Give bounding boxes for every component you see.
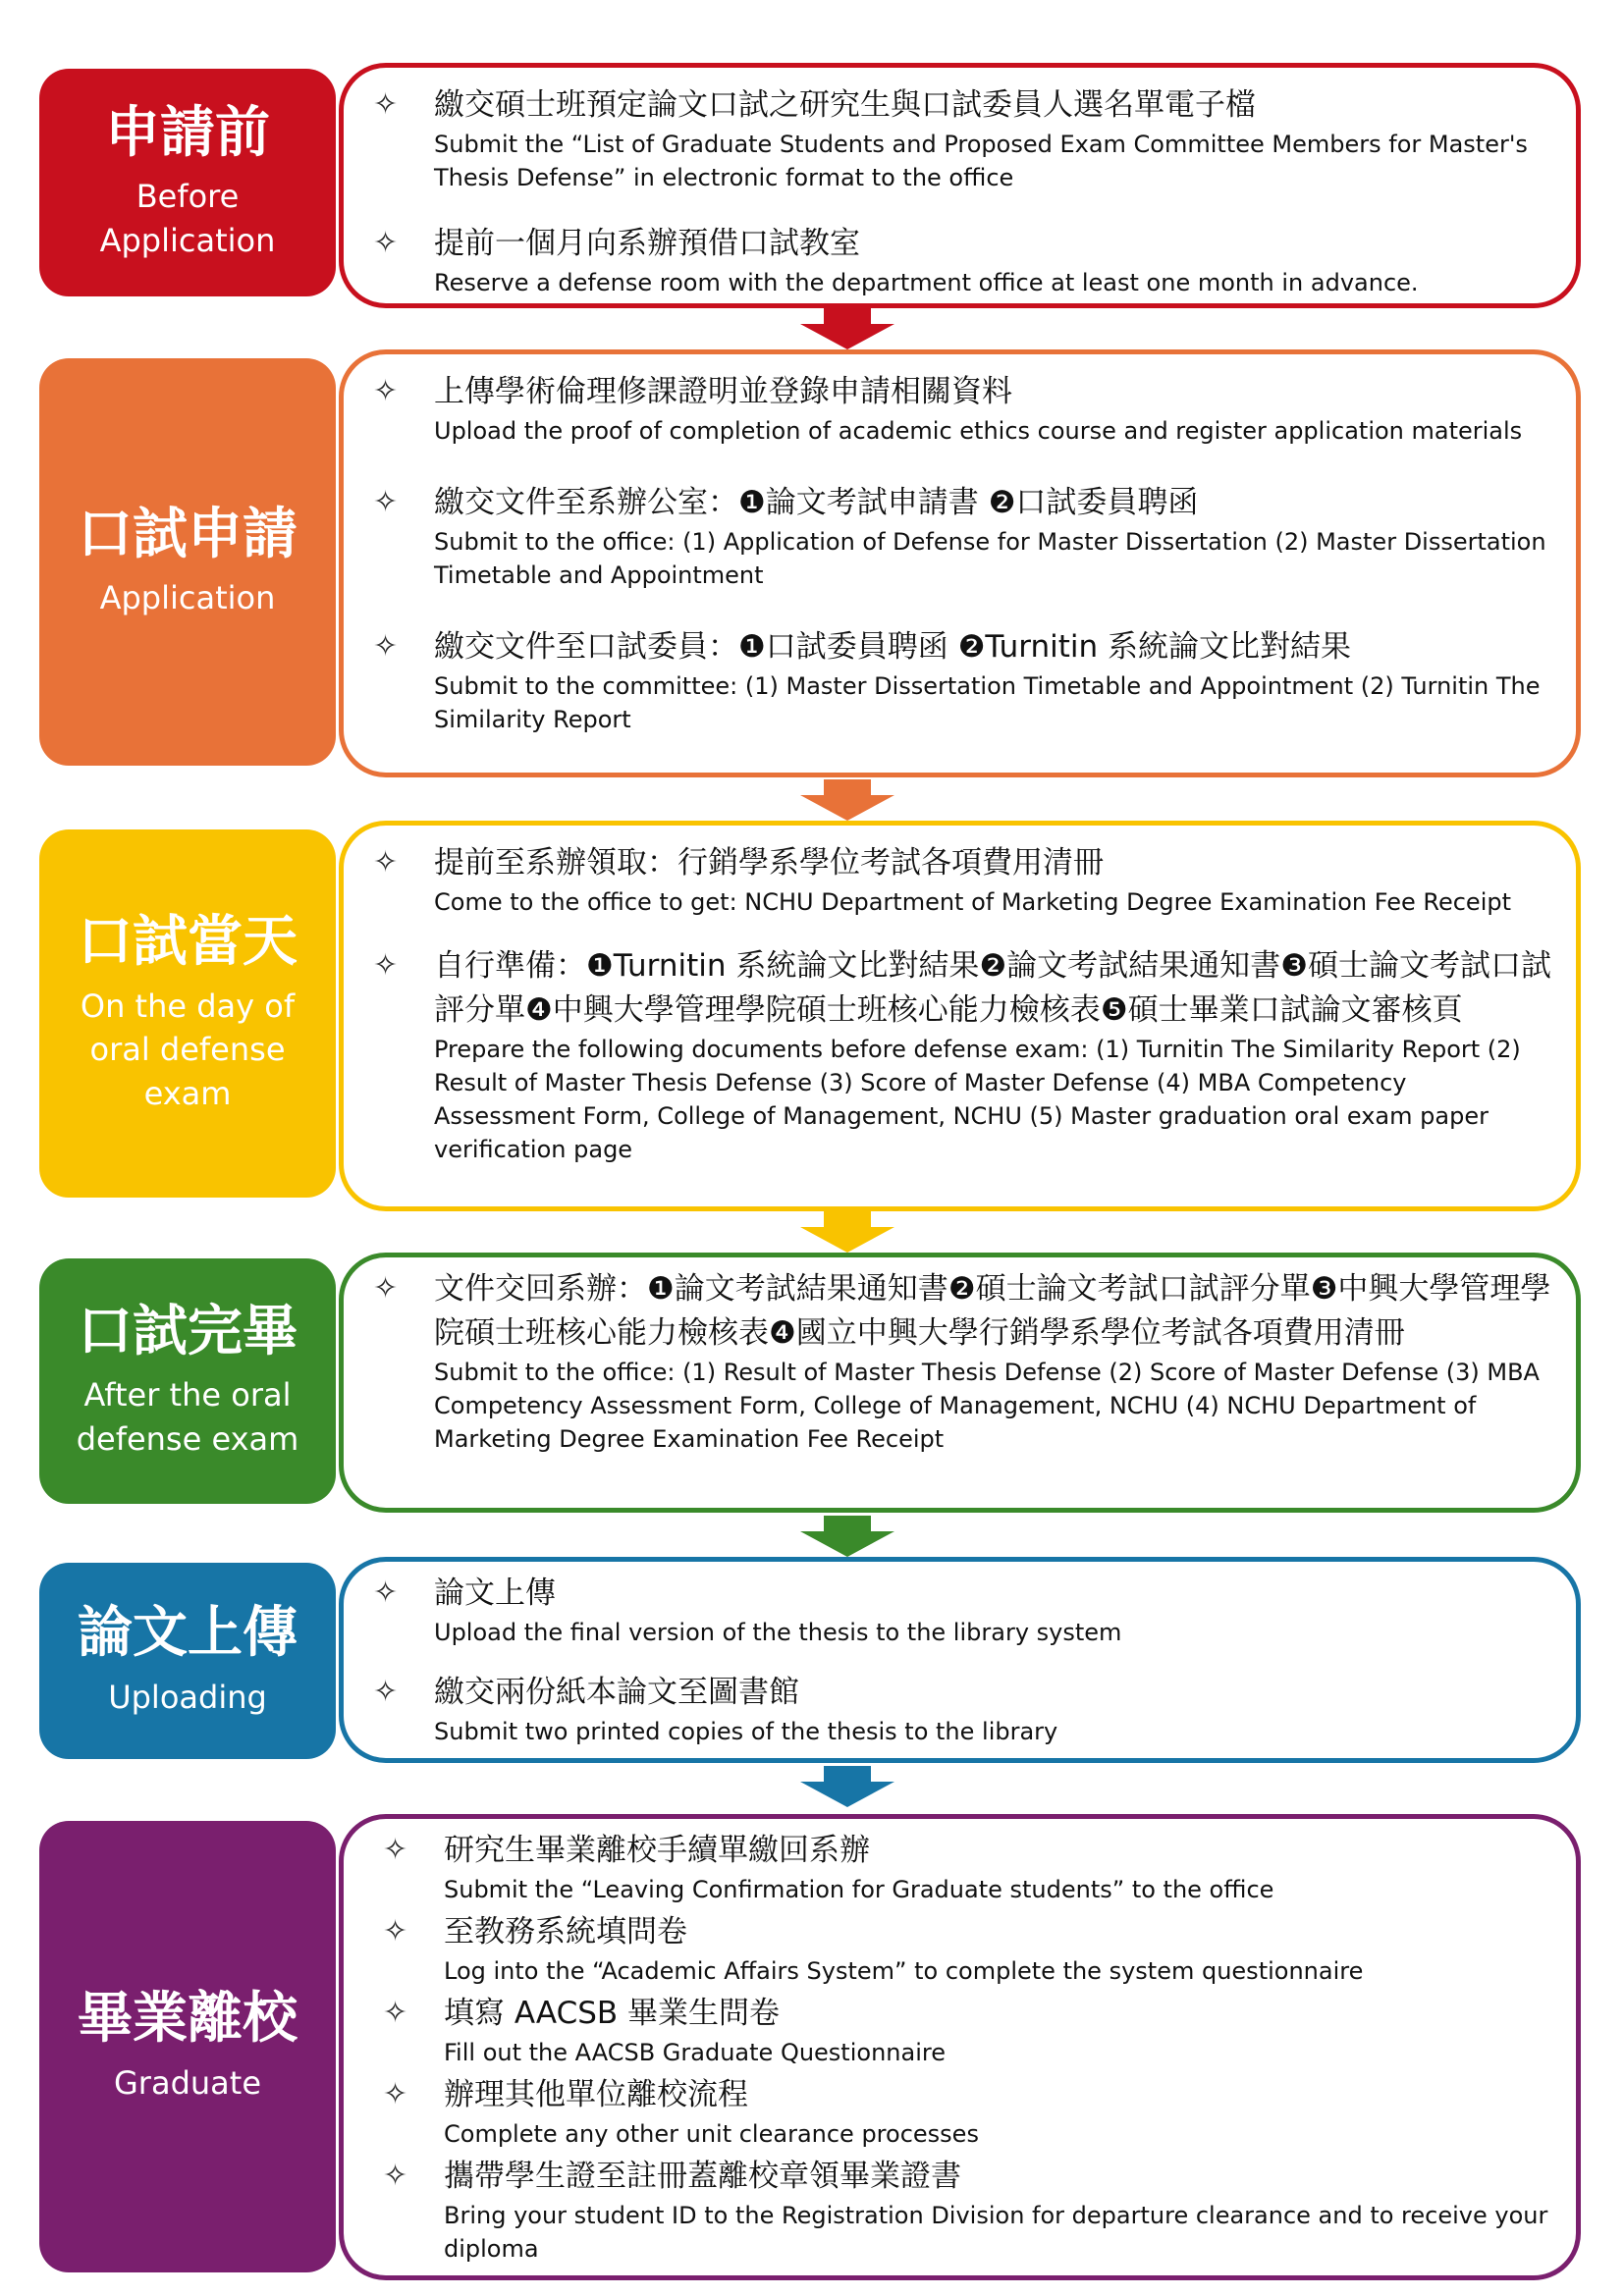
stage-title-zh: 論文上傳 (78, 1601, 298, 1666)
item-text-zh: 繳交文件至系辦公室：❶論文考試申請書 ❷口試委員聘函 (434, 485, 1199, 520)
item-text-zh: 提前至系辦領取：行銷學系學位考試各項費用清冊 (434, 845, 1104, 881)
item-text-en: Submit two printed copies of the thesis to the library (434, 1718, 1058, 1745)
item-text-en: Prepare the following documents before defense exam: (1) Turnitin The Similarity Report (2) Result of Master Thesis Defense (3) Score of Master Defense (4) MBA Competency Assessment Form, College of Management, NCHU (5) Master graduation oral exam paper verification page (434, 1036, 1521, 1163)
stage-label-graduate (39, 1821, 336, 2272)
stage-title-en: Uploading (108, 1678, 267, 1716)
stage-box-after-exam (339, 1253, 1581, 1513)
item-text-zh: 提前一個月向系辦預借口試教室 (434, 226, 860, 261)
item-text-en: Fill out the AACSB Graduate Questionnaire (444, 2039, 946, 2066)
list-item (373, 841, 1552, 919)
four-pointed-star-outline-icon: ✧ (373, 629, 399, 664)
item-text-en: Log into the “Academic Affairs System” to complete the system questionnaire (444, 1957, 1364, 1985)
stage-box-application (339, 349, 1581, 777)
stage-title-en: Before Application (99, 178, 276, 260)
down-arrow-icon (800, 1782, 894, 1807)
stage-box-uploading (339, 1557, 1581, 1763)
stage-title-zh: 口試當天 (78, 910, 298, 975)
item-text-en: Complete any other unit clearance processes (444, 2120, 979, 2148)
item-text-zh: 論文上傳 (434, 1575, 556, 1611)
four-pointed-star-outline-icon: ✧ (373, 87, 399, 122)
item-text-zh: 文件交回系辦：❶論文考試結果通知書❷碩士論文考試口試評分單❸中興大學管理學院碩士班核心能力檢核表❹國立中興大學行銷學系學位考試各項費用清冊 (434, 1271, 1551, 1351)
item-text-zh: 攜帶學生證至註冊蓋離校章領畢業證書 (444, 2159, 961, 2194)
item-text-zh: 自行準備：❶Turnitin 系統論文比對結果❷論文考試結果通知書❸碩士論文考試口試評分單❹中興大學管理學院碩士班核心能力檢核表❺碩士畢業口試論文審核頁 (434, 948, 1551, 1028)
list-item (373, 222, 1552, 299)
stage-title-en: On the day of oral defense exam (80, 987, 296, 1113)
stage-title-en: After the oral defense exam (76, 1376, 299, 1459)
stage-title-zh: 申請前 (105, 101, 270, 165)
stage-title-en: Application (99, 579, 276, 617)
item-text-en: Reserve a defense room with the department office at least one month in advance. (434, 269, 1419, 296)
item-text-en: Submit to the office: (1) Result of Master Thesis Defense (2) Score of Master Defense (3) MBA Competency Assessment Form, College of Management, NCHU (4) NCHU Department of Marketing Degree Examination Fee Receipt (434, 1359, 1540, 1453)
item-text-zh: 研究生畢業離校手續單繳回系辦 (444, 1833, 870, 1868)
item-text-zh: 填寫 AACSB 畢業生問卷 (444, 1996, 781, 2031)
stage-title-zh: 口試申請 (78, 502, 298, 566)
four-pointed-star-outline-icon: ✧ (373, 485, 399, 519)
down-arrow-icon (800, 324, 894, 349)
stage-label-before-application (39, 69, 336, 296)
list-item (373, 1572, 1552, 1649)
stage-label-uploading (39, 1563, 336, 1759)
item-text-en: Submit the “List of Graduate Students and Proposed Exam Committee Members for Master's Thesis Defense” in electronic format to the office (434, 131, 1528, 191)
stage-box-before-application (339, 63, 1581, 308)
four-pointed-star-outline-icon: ✧ (373, 1271, 399, 1306)
item-text-en: Upload the proof of completion of academic ethics course and register application materials (434, 417, 1523, 445)
list-item (383, 1910, 1552, 1988)
list-item (373, 1267, 1552, 1456)
item-text-en: Submit to the committee: (1) Master Dissertation Timetable and Appointment (2) Turnitin The Similarity Report (434, 672, 1541, 733)
down-arrow-icon (800, 795, 894, 821)
stage-box-exam-day (339, 821, 1581, 1211)
list-item (373, 481, 1552, 592)
item-text-zh: 辦理其他單位離校流程 (444, 2077, 748, 2112)
down-arrow-icon (800, 1227, 894, 1253)
stage-label-exam-day (39, 829, 336, 1198)
list-item (373, 944, 1552, 1166)
item-text-zh: 繳交兩份紙本論文至圖書館 (434, 1675, 799, 1710)
list-item (373, 625, 1552, 736)
four-pointed-star-outline-icon: ✧ (383, 1996, 408, 2030)
four-pointed-star-outline-icon: ✧ (373, 1675, 399, 1709)
item-text-en: Bring your student ID to the Registration Division for departure clearance and to receive your diploma (444, 2202, 1548, 2263)
down-arrow-icon (800, 1531, 894, 1557)
four-pointed-star-outline-icon: ✧ (383, 2159, 408, 2193)
stage-title-zh: 畢業離校 (78, 1987, 298, 2052)
item-text-en: Submit to the office: (1) Application of Defense for Master Dissertation (2) Master Dissertation Timetable and Appointment (434, 528, 1546, 589)
item-text-zh: 繳交文件至口試委員：❶口試委員聘函 ❷Turnitin 系統論文比對結果 (434, 629, 1352, 665)
four-pointed-star-outline-icon: ✧ (373, 1575, 399, 1610)
four-pointed-star-outline-icon: ✧ (373, 948, 399, 983)
list-item (373, 83, 1552, 194)
list-item (373, 370, 1552, 448)
four-pointed-star-outline-icon: ✧ (383, 1833, 408, 1867)
stage-title-en: Graduate (114, 2063, 261, 2102)
item-text-en: Submit the “Leaving Confirmation for Graduate students” to the office (444, 1876, 1274, 1903)
list-item (383, 1829, 1552, 1906)
four-pointed-star-outline-icon: ✧ (383, 2077, 408, 2111)
item-text-zh: 上傳學術倫理修課證明並登錄申請相關資料 (434, 374, 1012, 409)
four-pointed-star-outline-icon: ✧ (373, 845, 399, 880)
stage-title-zh: 口試完畢 (78, 1300, 298, 1363)
list-item (373, 1671, 1552, 1748)
item-text-zh: 至教務系統填問卷 (444, 1914, 687, 1949)
list-item (383, 2155, 1552, 2266)
stage-label-application (39, 358, 336, 766)
list-item (383, 1992, 1552, 2069)
stage-label-after-exam (39, 1258, 336, 1504)
four-pointed-star-outline-icon: ✧ (373, 374, 399, 408)
four-pointed-star-outline-icon: ✧ (373, 226, 399, 260)
item-text-en: Come to the office to get: NCHU Department of Marketing Degree Examination Fee Receipt (434, 888, 1512, 916)
stage-box-graduate (339, 1814, 1581, 2280)
item-text-en: Upload the final version of the thesis to the library system (434, 1619, 1122, 1646)
four-pointed-star-outline-icon: ✧ (383, 1914, 408, 1949)
item-text-zh: 繳交碩士班預定論文口試之研究生與口試委員人選名單電子檔 (434, 87, 1256, 123)
list-item (383, 2073, 1552, 2151)
